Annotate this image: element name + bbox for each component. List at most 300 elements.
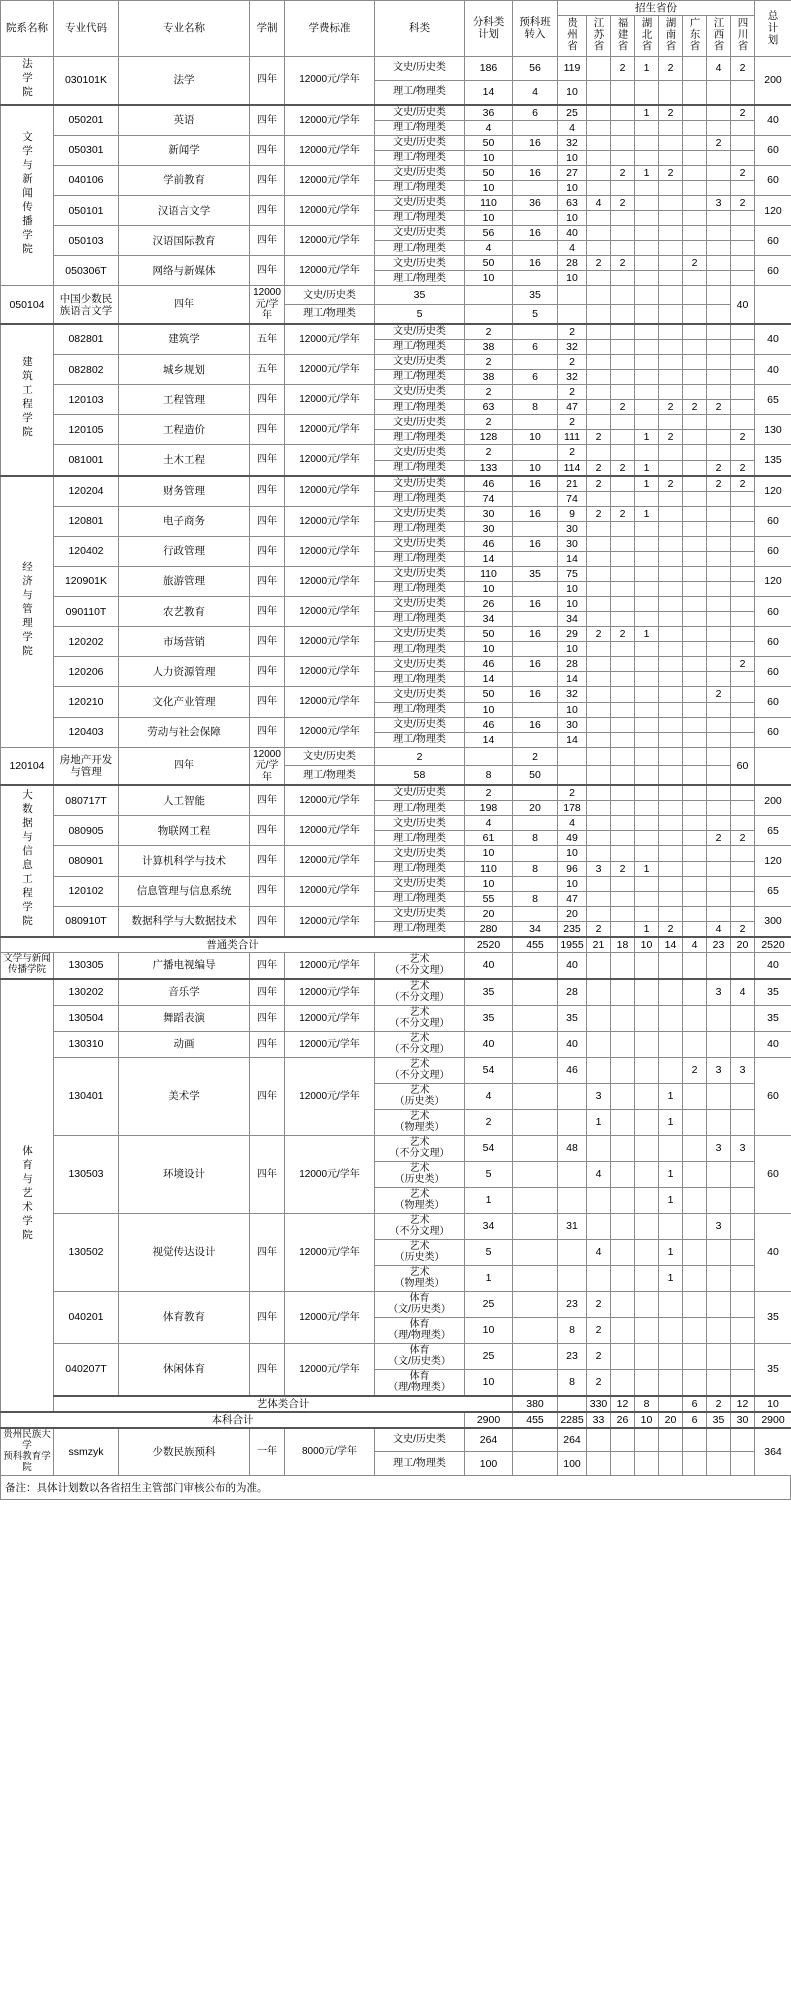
province-plan-cell-7: [707, 766, 731, 785]
province-plan-cell-3: [635, 370, 659, 385]
province-plan-cell-5: [683, 476, 707, 492]
province-plan-cell-4: [659, 1291, 683, 1317]
province-plan-cell-5: [683, 1291, 707, 1317]
subplan-cell: 5: [375, 305, 465, 324]
province-plan-cell-1: [558, 286, 587, 305]
province-plan-cell-0: 119: [558, 56, 587, 80]
subplan-cell: 14: [465, 672, 513, 687]
prep-transfer-cell: [465, 747, 513, 766]
subject-category-cell: 文史/历史类: [375, 135, 465, 150]
province-plan-cell-3: [635, 1187, 659, 1213]
table-row: [1, 952, 791, 979]
table-row: [1, 226, 791, 241]
tuition-cell: 12000元/学年: [250, 747, 285, 785]
prep-transfer-cell: 56: [513, 56, 558, 80]
prep-transfer-cell: [513, 491, 558, 506]
province-plan-cell-7: [731, 672, 755, 687]
subplan-cell: 133: [465, 460, 513, 476]
subject-category-cell: 理工/物理类: [375, 211, 465, 226]
subject-category-cell: 艺术 （不分文理）: [375, 1135, 465, 1161]
th-province-1: [587, 16, 611, 57]
college-label: 大数据与信息工程学院: [21, 789, 34, 930]
province-plan-cell-6: [707, 181, 731, 196]
subject-category-cell: 理工/物理类: [375, 521, 465, 536]
subplan-cell: 46: [465, 717, 513, 732]
province-plan-cell-7: [731, 952, 755, 979]
subject-category-cell: 文史/历史类: [375, 385, 465, 400]
tuition-cell: 12000元/学年: [285, 952, 375, 979]
province-plan-cell-4: 1: [659, 1109, 683, 1135]
province-plan-cell-1: [587, 702, 611, 717]
prep-transfer-cell: [513, 1187, 558, 1213]
province-plan-cell-5: [683, 521, 707, 536]
province-plan-cell-6: [707, 491, 731, 506]
subplan-cell: 30: [465, 521, 513, 536]
province-plan-cell-0: 10: [558, 150, 587, 165]
subplan-cell: 2: [465, 385, 513, 400]
province-plan-cell-0: 4: [558, 241, 587, 256]
province-plan-cell-0: 100: [558, 1452, 587, 1475]
prep-transfer-cell: [513, 612, 558, 627]
prep-transfer-cell: [513, 952, 558, 979]
subject-category-cell: 理工/物理类: [285, 305, 375, 324]
table-row: [1, 135, 791, 150]
table-row: [1, 657, 791, 672]
province-plan-cell-6: [707, 1452, 731, 1475]
prep-transfer-cell: 6: [513, 340, 558, 355]
province-plan-cell-4: [659, 1317, 683, 1343]
major-total-cell: 35: [755, 1343, 791, 1396]
province-plan-cell-0: 8: [558, 1369, 587, 1396]
province-plan-cell-7: [731, 385, 755, 400]
tuition-cell: 12000元/学年: [285, 657, 375, 687]
th-prep-line1: 预科班: [519, 16, 551, 29]
major-code-cell: 040207T: [54, 1343, 119, 1396]
th-prep-transfer: [513, 1, 558, 57]
subject-category-cell: 艺术 （不分文理）: [375, 952, 465, 979]
province-plan-cell-5: [683, 165, 707, 180]
province-plan-cell-5: [683, 816, 707, 831]
study-length-cell: 四年: [250, 816, 285, 846]
province-plan-cell-1: [587, 597, 611, 612]
major-name-cell: 土木工程: [119, 445, 250, 476]
province-plan-cell-0: 10: [558, 181, 587, 196]
college-name-cell: [1, 105, 54, 286]
province-plan-cell-4: [659, 597, 683, 612]
province-plan-cell-5: [683, 430, 707, 445]
major-code-cell: 130401: [54, 1057, 119, 1135]
province-plan-cell-7: [731, 135, 755, 150]
province-plan-cell-5: [683, 785, 707, 801]
major-code-cell: 080717T: [54, 785, 119, 816]
college-label: 建筑工程学院: [21, 356, 34, 441]
tuition-cell: 12000元/学年: [285, 1031, 375, 1057]
province-plan-cell-5: 2: [683, 1057, 707, 1083]
tuition-cell: 12000元/学年: [285, 445, 375, 476]
province-plan-cell-1: [587, 551, 611, 566]
th-province-2: [611, 16, 635, 57]
province-plan-cell-5: [683, 370, 707, 385]
province-plan-cell-5: [683, 536, 707, 551]
table-row: [1, 747, 791, 766]
prep-transfer-cell: [513, 702, 558, 717]
study-length-cell: 四年: [250, 1343, 285, 1396]
subplan-cell: 10: [465, 1317, 513, 1343]
major-code-cell: 050306T: [54, 256, 119, 286]
province-plan-cell-1: [587, 226, 611, 241]
major-total-cell: 120: [755, 476, 791, 507]
province-plan-cell-3: 1: [635, 105, 659, 121]
province-plan-cell-0: 29: [558, 627, 587, 642]
undergrad-total-province-4: 20: [659, 1412, 683, 1428]
subplan-cell: 2: [465, 785, 513, 801]
province-plan-cell-3: 1: [635, 506, 659, 521]
province-plan-cell-5: [683, 150, 707, 165]
province-plan-cell-5: [659, 766, 683, 785]
major-name-cell: 财务管理: [119, 476, 250, 507]
province-plan-cell-7: [731, 150, 755, 165]
province-plan-cell-3: [635, 891, 659, 906]
subject-category-cell: 理工/物理类: [375, 921, 465, 937]
province-plan-cell-2: [611, 476, 635, 492]
province-plan-cell-7: 2: [731, 196, 755, 211]
table-row: [1, 906, 791, 921]
study-length-cell: 四年: [250, 415, 285, 445]
province-plan-cell-1: [587, 891, 611, 906]
province-plan-cell-6: [707, 241, 731, 256]
study-length-cell: 四年: [250, 1005, 285, 1031]
province-plan-cell-7: [731, 566, 755, 581]
province-plan-cell-2: [611, 891, 635, 906]
province-plan-cell-7: [731, 355, 755, 370]
province-plan-cell-6: [707, 271, 731, 286]
province-plan-cell-3: [635, 256, 659, 271]
province-plan-cell-5: [683, 56, 707, 80]
subject-category-cell: 理工/物理类: [375, 491, 465, 506]
province-plan-cell-0: 2: [558, 355, 587, 370]
th-major-code: 专业代码: [54, 1, 119, 57]
province-plan-cell-7: [731, 1083, 755, 1109]
province-plan-cell-6: [707, 370, 731, 385]
province-plan-cell-4: [659, 861, 683, 876]
province-plan-cell-7: [731, 906, 755, 921]
province-plan-cell-3: [635, 196, 659, 211]
prep-transfer-cell: [513, 521, 558, 536]
province-plan-cell-2: [611, 1317, 635, 1343]
tuition-cell: 12000元/学年: [285, 1213, 375, 1291]
province-plan-cell-2: 2: [611, 196, 635, 211]
tuition-cell: 12000元/学年: [285, 196, 375, 226]
province-plan-cell-7: [731, 846, 755, 861]
province-plan-cell-5: [683, 597, 707, 612]
province-plan-cell-6: [707, 785, 731, 801]
subplan-cell: 10: [465, 1369, 513, 1396]
study-length-cell: 四年: [250, 597, 285, 627]
province-plan-cell-3: [635, 1005, 659, 1031]
province-plan-cell-6: 3: [707, 979, 731, 1006]
province-plan-cell-4: [659, 415, 683, 430]
subplan-cell: 50: [465, 165, 513, 180]
province-plan-cell-4: [659, 491, 683, 506]
major-total-cell: 60: [755, 687, 791, 717]
major-code-cell: 050101: [54, 196, 119, 226]
prep-transfer-cell: [513, 1083, 558, 1109]
province-plan-cell-5: [683, 876, 707, 891]
art-total-subplan: 380: [513, 1396, 558, 1412]
province-plan-cell-6: [707, 1239, 731, 1265]
province-plan-cell-2: [611, 801, 635, 816]
province-plan-cell-0: 4: [558, 120, 587, 135]
subplan-cell: 38: [465, 370, 513, 385]
tuition-cell: 12000元/学年: [285, 1291, 375, 1343]
province-plan-cell-4: [659, 1428, 683, 1452]
college-label: 文学与新闻传播学院: [21, 131, 34, 258]
major-code-cell: 050201: [54, 105, 119, 136]
province-plan-cell-6: 2: [707, 460, 731, 476]
province-plan-cell-0: 63: [558, 196, 587, 211]
prep-transfer-cell: [513, 1428, 558, 1452]
province-plan-cell-2: 2: [611, 165, 635, 180]
major-total-cell: 40: [755, 952, 791, 979]
province-plan-cell-0: 10: [558, 271, 587, 286]
major-name-cell: 数据科学与大数据技术: [119, 906, 250, 937]
province-plan-cell-6: 3: [707, 1135, 731, 1161]
province-plan-cell-3: [635, 120, 659, 135]
tuition-cell: 12000元/学年: [285, 476, 375, 507]
province-plan-cell-2: 2: [611, 627, 635, 642]
tuition-cell: 12000元/学年: [285, 105, 375, 136]
province-plan-cell-2: [611, 150, 635, 165]
province-plan-cell-1: [587, 1031, 611, 1057]
province-plan-cell-4: [659, 876, 683, 891]
th-college: 院系名称: [1, 1, 54, 57]
province-plan-cell-3: [635, 211, 659, 226]
province-plan-cell-5: [683, 226, 707, 241]
province-plan-cell-5: [683, 1187, 707, 1213]
province-plan-cell-7: [731, 1239, 755, 1265]
province-plan-cell-1: [587, 211, 611, 226]
province-plan-cell-3: [635, 566, 659, 581]
province-plan-cell-1: 2: [587, 921, 611, 937]
province-plan-cell-1: [587, 120, 611, 135]
province-plan-cell-4: [659, 355, 683, 370]
province-plan-cell-4: [659, 196, 683, 211]
study-length-cell: 四年: [250, 445, 285, 476]
province-plan-cell-3: [635, 1083, 659, 1109]
art-total-province-1: 12: [611, 1396, 635, 1412]
province-plan-cell-3: [611, 286, 635, 305]
province-plan-cell-1: 2: [587, 430, 611, 445]
major-code-cell: 130310: [54, 1031, 119, 1057]
table-row: [1, 56, 791, 80]
province-plan-cell-3: [635, 1428, 659, 1452]
major-total-cell: 40: [755, 355, 791, 385]
major-name-cell: 美术学: [119, 1057, 250, 1135]
college-name-cell: 贵州民族大学 预科教育学院: [1, 1428, 54, 1475]
province-plan-cell-1: [587, 717, 611, 732]
province-plan-cell-1: [587, 521, 611, 536]
table-row: [1, 1343, 791, 1369]
college-name-cell: [1, 56, 54, 105]
province-plan-cell-5: [683, 732, 707, 747]
tuition-cell: 12000元/学年: [285, 256, 375, 286]
major-total-cell: 60: [755, 506, 791, 536]
prep-transfer-cell: 16: [513, 165, 558, 180]
province-plan-cell-4: [659, 642, 683, 657]
province-label: 湖北省: [640, 17, 653, 52]
province-plan-cell-1: [587, 801, 611, 816]
subplan-cell: 10: [465, 150, 513, 165]
major-code-cell: 080910T: [54, 906, 119, 937]
province-plan-cell-3: [611, 747, 635, 766]
province-plan-cell-5: [683, 627, 707, 642]
subject-category-cell: 文史/历史类: [375, 415, 465, 430]
province-plan-cell-1: [587, 846, 611, 861]
major-name-cell: 学前教育: [119, 165, 250, 195]
province-plan-cell-4: 2: [659, 430, 683, 445]
province-plan-cell-2: [611, 1083, 635, 1109]
major-total-cell: 60: [755, 165, 791, 195]
th-tuition: 学费标准: [285, 1, 375, 57]
province-plan-cell-3: [635, 271, 659, 286]
province-plan-cell-3: 1: [635, 861, 659, 876]
major-name-cell: 工程管理: [119, 385, 250, 415]
province-plan-cell-3: 1: [635, 460, 659, 476]
th-major-name: 专业名称: [119, 1, 250, 57]
province-plan-cell-6: [707, 906, 731, 921]
province-plan-cell-7: [731, 1213, 755, 1239]
province-plan-cell-0: 28: [558, 979, 587, 1006]
province-plan-cell-2: 2: [611, 256, 635, 271]
province-plan-cell-4: [659, 1005, 683, 1031]
province-plan-cell-1: [587, 1005, 611, 1031]
province-plan-cell-1: [587, 687, 611, 702]
table-row: [1, 476, 791, 492]
prep-transfer-cell: [513, 1265, 558, 1291]
province-plan-cell-6: [707, 165, 731, 180]
province-plan-cell-1: [587, 1265, 611, 1291]
study-length-cell: 四年: [250, 1057, 285, 1135]
prep-transfer-cell: 16: [513, 717, 558, 732]
province-plan-cell-6: 4: [707, 921, 731, 937]
major-name-cell: 房地产开发与管理: [54, 747, 119, 785]
province-plan-cell-4: [659, 906, 683, 921]
undergrad-total-province-6: 35: [707, 1412, 731, 1428]
province-plan-cell-2: [611, 979, 635, 1006]
province-label: 福建省: [616, 17, 629, 52]
tuition-cell: 12000元/学年: [285, 597, 375, 627]
table-row: [1, 1057, 791, 1083]
province-plan-cell-1: [587, 732, 611, 747]
province-plan-cell-6: [707, 355, 731, 370]
province-plan-cell-2: [611, 1005, 635, 1031]
major-total-cell: 65: [755, 385, 791, 415]
province-plan-cell-0: 178: [558, 801, 587, 816]
province-plan-cell-0: 32: [558, 370, 587, 385]
major-name-cell: 休闲体育: [119, 1343, 250, 1396]
province-plan-cell-7: 2: [731, 831, 755, 846]
province-plan-cell-6: [707, 536, 731, 551]
province-plan-cell-2: [611, 816, 635, 831]
province-plan-cell-7: [731, 1369, 755, 1396]
province-plan-cell-5: [683, 355, 707, 370]
undergrad-total-province-7: 30: [731, 1412, 755, 1428]
prep-transfer-cell: 16: [513, 476, 558, 492]
province-plan-cell-4: [659, 241, 683, 256]
prep-transfer-cell: [513, 1135, 558, 1161]
th-prep-line2: 转入: [524, 28, 546, 41]
province-plan-cell-2: [611, 876, 635, 891]
subject-category-cell: 艺术 （物理类）: [375, 1265, 465, 1291]
province-plan-cell-5: 2: [683, 400, 707, 415]
province-plan-cell-4: [659, 181, 683, 196]
province-plan-cell-3: [635, 181, 659, 196]
province-plan-cell-0: 40: [558, 952, 587, 979]
province-plan-cell-3: [635, 1317, 659, 1343]
general-total-province-5: 4: [683, 937, 707, 953]
province-plan-cell-2: [611, 551, 635, 566]
province-plan-cell-6: 3: [707, 1213, 731, 1239]
province-plan-cell-7: [731, 370, 755, 385]
province-plan-cell-4: [659, 1369, 683, 1396]
province-plan-cell-1: 2: [587, 256, 611, 271]
province-plan-cell-5: [683, 211, 707, 226]
province-plan-cell-6: 3: [707, 1057, 731, 1083]
province-plan-cell-5: [683, 1428, 707, 1452]
province-plan-cell-6: [707, 702, 731, 717]
major-name-cell: 动画: [119, 1031, 250, 1057]
prep-transfer-cell: 34: [513, 921, 558, 937]
province-plan-cell-3: [635, 135, 659, 150]
college-name-cell: 文学与新闻 传播学院: [1, 952, 54, 979]
province-plan-cell-1: [587, 445, 611, 460]
province-plan-cell-3: [635, 1057, 659, 1083]
summary-row: [1, 937, 791, 953]
subplan-cell: 34: [465, 1213, 513, 1239]
th-provinces-group: 招生省份: [558, 1, 755, 16]
major-total-cell: 40: [755, 1213, 791, 1291]
tuition-cell: 12000元/学年: [285, 165, 375, 195]
subplan-cell: 34: [465, 612, 513, 627]
province-plan-cell-5: [683, 1239, 707, 1265]
table-header: [1, 1, 791, 57]
study-length-cell: 四年: [250, 846, 285, 876]
art-total-province-2: 8: [635, 1396, 659, 1412]
province-plan-cell-6: [707, 1369, 731, 1396]
province-plan-cell-7: 2: [731, 476, 755, 492]
province-plan-cell-0: 32: [558, 340, 587, 355]
subject-category-cell: 艺术 （历史类）: [375, 1239, 465, 1265]
major-code-cell: 030101K: [54, 56, 119, 105]
province-plan-cell-7: 2: [731, 657, 755, 672]
province-label: 贵州省: [566, 17, 579, 52]
subplan-cell: 14: [465, 80, 513, 105]
subject-category-cell: 理工/物理类: [375, 642, 465, 657]
province-plan-cell-3: [635, 1213, 659, 1239]
province-plan-cell-6: [683, 766, 707, 785]
province-plan-cell-4: [659, 566, 683, 581]
province-plan-cell-1: [558, 747, 587, 766]
prep-transfer-cell: 4: [513, 80, 558, 105]
prep-transfer-cell: 16: [513, 627, 558, 642]
province-plan-cell-1: [558, 766, 587, 785]
prep-transfer-cell: [465, 305, 513, 324]
province-plan-cell-2: [611, 846, 635, 861]
major-total-cell: 60: [755, 627, 791, 657]
province-plan-cell-6: 2: [707, 476, 731, 492]
province-plan-cell-3: [635, 687, 659, 702]
province-plan-cell-1: [587, 566, 611, 581]
